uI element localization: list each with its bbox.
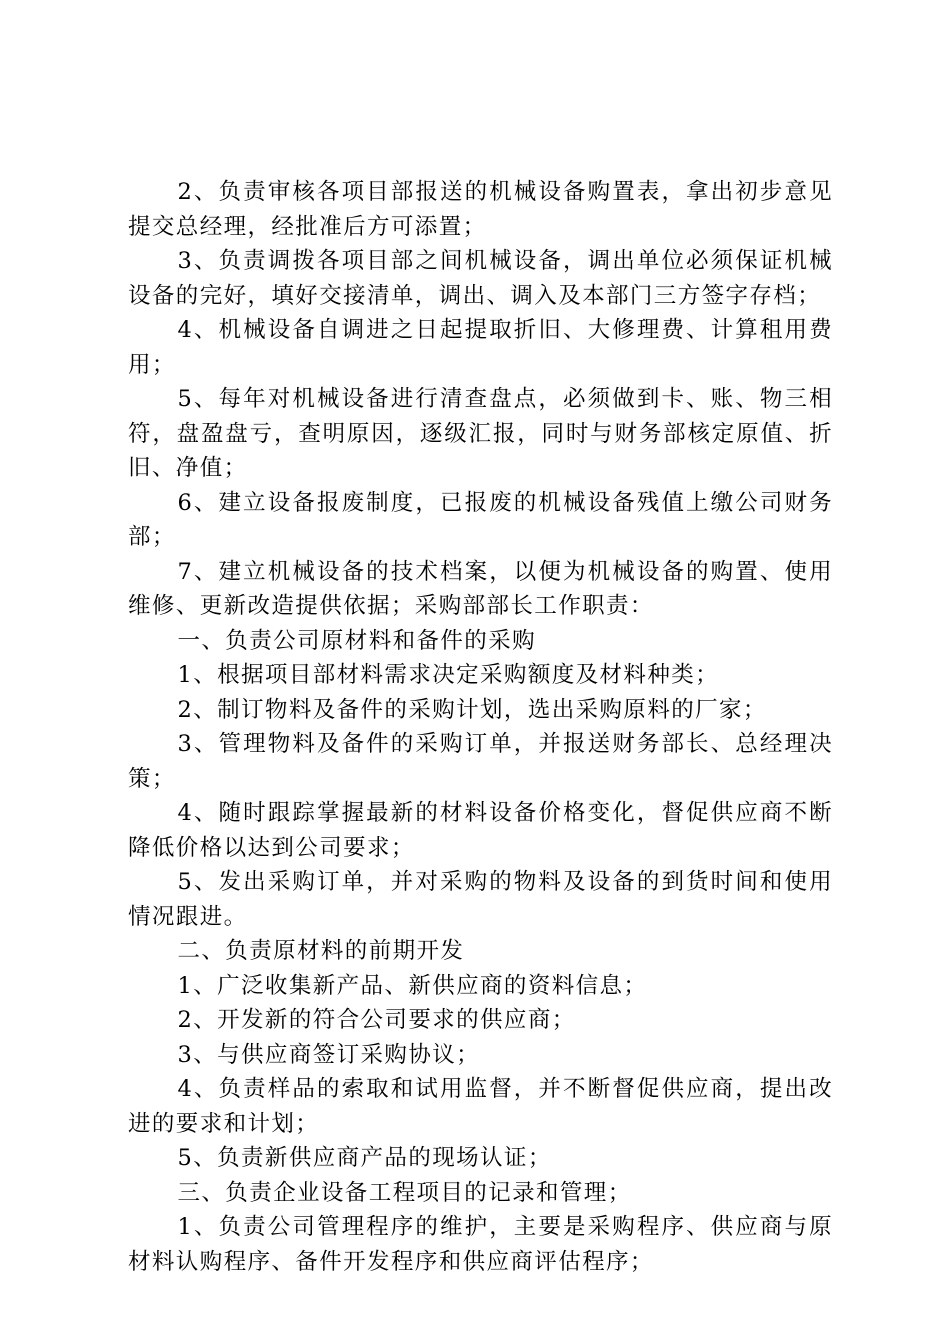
paragraph: 4、负责样品的索取和试用监督，并不断督促供应商，提出改进的要求和计划； <box>128 1076 833 1137</box>
paragraph: 4、机械设备自调进之日起提取折旧、大修理费、计算租用费用； <box>128 317 833 378</box>
paragraph: 2、负责审核各项目部报送的机械设备购置表，拿出初步意见提交总经理，经批准后方可添置； <box>128 179 833 240</box>
paragraph: 3、负责调拨各项目部之间机械设备，调出单位必须保证机械设备的完好，填好交接清单，调出、调入及本部门三方签字存档； <box>128 248 833 309</box>
paragraph: 1、广泛收集新产品、新供应商的资料信息； <box>177 972 648 999</box>
section-heading: 一、负责公司原材料和备件的采购 <box>177 627 537 654</box>
paragraph: 3、管理物料及备件的采购订单，并报送财务部长、总经理决策； <box>128 731 833 792</box>
paragraph: 3、与供应商签订采购协议； <box>177 1041 481 1068</box>
paragraph: 5、负责新供应商产品的现场认证； <box>177 1145 552 1171</box>
paragraph: 5、发出采购订单，并对采购的物料及设备的到货时间和使用情况跟进。 <box>128 869 833 930</box>
paragraph: 2、制订物料及备件的采购计划，选出采购原料的厂家； <box>177 696 767 723</box>
paragraph: 7、建立机械设备的技术档案，以便为机械设备的购置、使用维修、更新改造提供依据；采购部部长工作职责： <box>128 558 833 619</box>
section-heading: 三、负责企业设备工程项目的记录和管理； <box>177 1179 632 1206</box>
paragraph: 6、建立设备报废制度，已报废的机械设备残值上缴公司财务部； <box>128 489 833 550</box>
paragraph: 1、负责公司管理程序的维护，主要是采购程序、供应商与原材料认购程序、备件开发程序和供应商评估程序； <box>128 1214 833 1275</box>
paragraph: 1、根据项目部材料需求决定采购额度及材料种类； <box>177 662 720 688</box>
paragraph: 2、开发新的符合公司要求的供应商； <box>177 1007 576 1033</box>
paragraph: 5、每年对机械设备进行清查盘点，必须做到卡、账、物三相符，盘盈盘亏，查明原因，逐级汇报，同时与财务部核定原值、折旧、净值； <box>128 386 833 481</box>
section-heading: 二、负责原材料的前期开发 <box>177 938 465 964</box>
document-body <box>128 175 833 1279</box>
paragraph: 4、随时跟踪掌握最新的材料设备价格变化，督促供应商不断降低价格以达到公司要求； <box>128 800 833 861</box>
